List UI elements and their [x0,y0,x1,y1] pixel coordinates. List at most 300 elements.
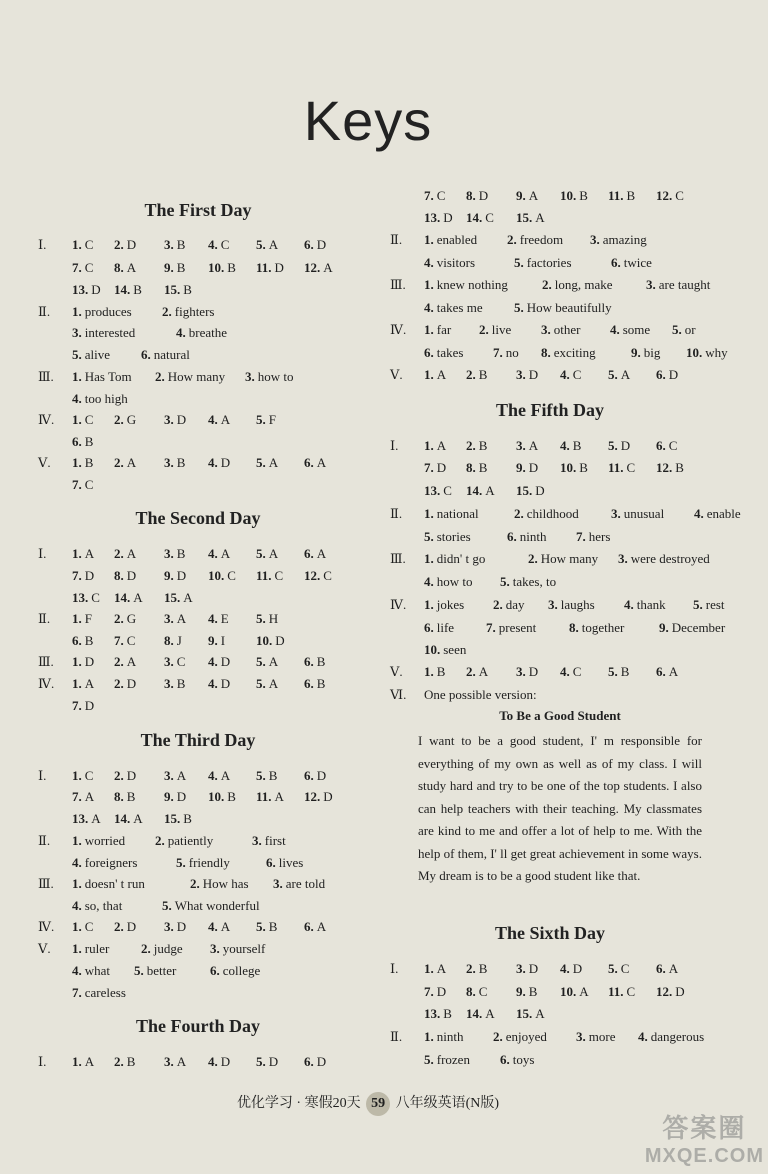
answer-number: 6. [656,664,666,679]
answer-item [608,661,629,683]
answer-number: 2. [114,919,124,934]
answer-item [424,594,464,616]
answer-row [390,684,730,706]
answer-value: big [643,345,661,360]
answer-value: B [126,1054,136,1069]
answer-value: D [176,919,187,934]
answer-value: together [581,620,625,635]
answer-number: 7. [114,633,124,648]
answer-item [424,229,477,251]
answer-item [560,981,589,1003]
answer-number: 14. [114,811,131,826]
answer-item [560,661,581,683]
day-heading: The Second Day [135,508,261,528]
answer-item [164,630,182,652]
answer-row [390,364,730,386]
answer-value: college [222,963,261,978]
answer-number: 14. [466,1006,483,1021]
footer-grade: 八年级英语(N版) [395,1096,500,1111]
answer-value: D [220,1054,231,1069]
answer-number: 1. [72,1054,82,1069]
answer-number: 9. [164,260,174,275]
answer-value: yourself [222,941,266,956]
answer-value: D [316,237,327,252]
answer-number: 15. [516,210,533,225]
answer-number: 3. [541,322,551,337]
answer-number: 8. [466,188,476,203]
answer-value: A [176,611,187,626]
answer-item [72,608,92,630]
answer-value: how to [436,574,473,589]
answer-value: day [505,597,525,612]
answer-value: C [220,237,230,252]
answer-value: A [535,210,545,225]
answer-value: G [126,412,137,427]
answer-value: C [443,483,452,498]
answer-value: D [176,789,187,804]
answer-item [638,1026,704,1048]
answer-value: B [133,282,142,297]
answer-item [72,344,110,366]
answer-value: A [84,1054,95,1069]
answer-value: A [316,455,327,470]
day-heading: The Third Day [140,730,256,750]
answer-row [390,252,730,274]
answer-number: 13. [72,811,89,826]
answer-value: C [626,984,636,999]
answer-item [424,1003,452,1025]
answer-row [38,982,378,1004]
answer-number: 3. [72,325,82,340]
answer-value: seen [443,642,467,657]
answer-row [38,474,378,496]
answer-number: 14. [114,282,131,297]
answer-value: visitors [436,255,476,270]
answer-value: D [126,919,137,934]
answer-item [72,234,93,256]
answer-item [466,480,495,502]
answer-value: B [443,1006,452,1021]
answer-item [210,960,260,982]
answer-number: 2. [114,1054,124,1069]
answer-item [256,630,285,652]
answer-value: A [176,768,187,783]
answer-row [390,594,730,616]
answer-item [72,543,94,565]
answer-item [541,342,596,364]
answer-row [390,981,730,1003]
answer-value: C [572,367,582,382]
answer-value: lives [278,855,304,870]
answer-row [390,342,730,364]
answer-value: B [268,919,278,934]
answer-value: so, that [84,898,123,913]
answer-row [38,279,378,301]
answer-value: D [274,260,284,275]
answer-item [114,808,143,830]
answer-row [390,548,730,570]
answer-item [304,234,326,256]
answer-value: exciting [553,345,596,360]
answer-item [611,503,664,525]
answer-number: 7. [486,620,496,635]
answer-item [304,452,326,474]
section-numeral: Ⅴ. [390,664,403,679]
answer-item [208,234,229,256]
answer-item [256,765,277,787]
answer-number: 6. [507,529,517,544]
answer-value: A [84,546,95,561]
answer-item [208,1051,230,1073]
answer-number: 8. [466,460,476,475]
answer-value: How has [202,876,249,891]
answer-number: 6. [656,367,666,382]
answer-value: B [84,455,94,470]
answer-item [72,388,128,410]
answer-number: 10. [208,789,225,804]
answer-value: alive [84,347,111,362]
answer-number: 10. [560,460,577,475]
answer-value: D [84,698,95,713]
watermark-line2: MXQE.COM [644,1145,764,1167]
answer-item [208,452,230,474]
answer-item [516,958,538,980]
answer-value: other [553,322,581,337]
answer-item [72,695,94,717]
answer-item [114,543,136,565]
section-numeral: Ⅴ. [390,367,403,382]
section-numeral: Ⅳ. [38,676,55,691]
answer-item [208,565,236,587]
answer-value: H [268,611,279,626]
answer-value: D [572,961,583,976]
answer-row [38,960,378,982]
answer-item [424,571,473,593]
answer-item [493,342,519,364]
answer-number: 11. [608,460,624,475]
answer-value: factories [526,255,572,270]
answer-number: 3. [245,369,255,384]
answer-number: 5. [514,255,524,270]
answer-item [256,1051,278,1073]
answer-number: 1. [72,768,82,783]
answer-row [390,958,730,980]
answer-number: 2. [514,506,524,521]
answer-value: life [436,620,455,635]
answer-value: jokes [436,597,465,612]
answer-row [38,695,378,717]
answer-value: far [436,322,452,337]
answer-row [38,895,378,917]
answer-item [114,786,135,808]
answer-number: 1. [424,551,434,566]
answer-number: 4. [208,768,218,783]
answer-item [256,673,278,695]
answer-number: 7. [72,789,82,804]
answer-item [72,982,126,1004]
answer-item [608,185,635,207]
answer-number: 2. [114,654,124,669]
answer-value: A [126,260,137,275]
answer-item [208,409,230,431]
answer-item [176,322,227,344]
answer-value: too high [84,391,128,406]
answer-number: 7. [493,345,503,360]
answer-number: 4. [624,597,634,612]
answer-item [516,185,538,207]
day-heading: The Sixth Day [494,923,606,943]
answer-item [164,234,185,256]
answer-item [424,435,446,457]
answer-number: 2. [162,304,172,319]
answer-item [424,1026,463,1048]
answer-item [208,765,230,787]
answer-value: C [675,188,684,203]
answer-value: C [84,260,94,275]
answer-value: B [572,438,582,453]
answer-number: 15. [516,1006,533,1021]
answer-value: C [84,237,94,252]
answer-row [38,301,378,323]
answer-number: 3. [164,546,174,561]
answer-item [72,673,94,695]
answer-value: B [126,789,136,804]
answer-item [656,185,684,207]
answer-value: A [133,811,143,826]
answer-number: 5. [256,768,266,783]
answer-number: 7. [72,698,82,713]
answer-value: A [126,546,137,561]
answer-item [493,594,525,616]
answer-number: 3. [646,277,656,292]
answer-item [516,364,538,386]
answer-value: careless [84,985,126,1000]
answer-value: B [478,367,488,382]
answer-item [252,830,286,852]
answer-value: D [126,676,137,691]
answer-item [528,548,598,570]
answer-item [516,480,545,502]
answer-number: 4. [208,919,218,934]
answer-row [38,852,378,874]
answer-item [208,257,236,279]
answer-row [38,587,378,609]
answer-number: 1. [424,277,434,292]
answer-number: 11. [256,568,272,583]
answer-item [155,366,225,388]
watermark-line1: 答案圈 [662,1113,747,1143]
answer-value: enabled [436,232,478,247]
answer-row [38,543,378,565]
answer-number: 10. [686,345,703,360]
answer-number: 5. [256,546,266,561]
answer-item [114,608,136,630]
section-numeral: Ⅲ. [38,654,54,669]
answer-row [390,435,730,457]
answer-value: D [443,210,453,225]
answer-value: D [84,568,95,583]
answer-item [424,342,463,364]
answer-value: D [84,654,95,669]
answer-item [493,1026,547,1048]
answer-number: 4. [208,412,218,427]
answer-number: 3. [516,961,526,976]
answer-item [141,344,190,366]
answer-number: 10. [560,188,577,203]
answer-row [38,873,378,895]
answer-number: 13. [72,282,89,297]
answer-number: 15. [516,483,533,498]
answer-number: 5. [256,412,266,427]
answer-number: 13. [72,590,89,605]
answer-value: C [478,984,488,999]
answer-value: breathe [188,325,228,340]
answer-item [210,938,265,960]
answer-value: C [84,919,94,934]
answer-number: 14. [114,590,131,605]
section-numeral: Ⅰ. [38,768,47,783]
answer-value: D [528,664,539,679]
answer-value: D [91,282,101,297]
answer-number: 12. [656,460,673,475]
answer-number: 7. [72,985,82,1000]
answer-item [646,274,710,296]
answer-item [176,852,230,874]
answer-row [390,207,730,229]
answer-number: 7. [424,460,434,475]
answer-row [390,457,730,479]
answer-item [164,257,185,279]
answer-number: 2. [507,232,517,247]
answer-value: some [622,322,651,337]
answer-value: A [133,590,143,605]
answer-value: A [268,237,279,252]
answer-item [72,916,93,938]
answer-value: fighters [174,304,215,319]
answer-value: no [505,345,519,360]
answer-item [208,543,230,565]
answer-item [514,297,612,319]
answer-value: A [323,260,333,275]
answer-number: 1. [72,369,82,384]
essay-title: To Be a Good Student [499,708,621,723]
answer-value: C [84,768,94,783]
answer-item [245,366,294,388]
answer-value: B [268,768,278,783]
answer-row [38,322,378,344]
answer-value: D [316,1054,327,1069]
answer-item [114,916,136,938]
answer-number: 2. [155,369,165,384]
answer-value: natural [153,347,190,362]
answer-item [164,808,192,830]
answer-number: 3. [590,232,600,247]
answer-row [38,765,378,787]
answer-number: 10. [424,642,441,657]
answer-value: ninth [519,529,547,544]
section-numeral: Ⅳ. [38,412,55,427]
answer-number: 1. [72,304,82,319]
answer-item [162,895,260,917]
answer-number: 6. [424,345,434,360]
answer-number: 4. [72,855,82,870]
answer-item [72,960,110,982]
answer-value: A [436,438,447,453]
answer-value: how to [257,369,294,384]
answer-value: A [176,1054,187,1069]
answer-number: 1. [72,237,82,252]
answer-number: 3. [164,768,174,783]
answer-number: 4. [424,300,434,315]
answer-number: 12. [304,260,321,275]
answer-item [72,873,145,895]
answer-row [390,185,730,207]
answer-number: 3. [516,367,526,382]
answer-number: 7. [424,984,434,999]
answer-number: 6. [304,546,314,561]
answer-value: better [146,963,177,978]
answer-item [304,765,326,787]
answer-row [38,630,378,652]
answer-item [610,319,650,341]
answer-number: 9. [516,188,526,203]
answer-value: D [268,1054,279,1069]
answer-value: C [668,438,678,453]
answer-value: A [84,789,95,804]
answer-value: friendly [188,855,230,870]
answer-item [507,229,563,251]
answer-item [560,435,581,457]
answer-number: 1. [424,664,434,679]
answer-value: A [183,590,193,605]
answer-number: 6. [72,434,82,449]
answer-value: D [528,961,539,976]
answer-item [114,257,136,279]
answer-row [38,786,378,808]
answer-item [576,526,610,548]
answer-value: A [528,438,539,453]
section-numeral: Ⅱ. [38,304,51,319]
answer-value: live [491,322,512,337]
answer-item [516,207,545,229]
answer-row [390,1026,730,1048]
answer-value: B [620,664,630,679]
answer-item [114,1051,135,1073]
section-numeral: Ⅱ. [38,611,51,626]
answer-number: 6. [304,654,314,669]
answer-item [72,366,132,388]
answer-number: 14. [466,483,483,498]
answer-number: 1. [72,876,82,891]
answer-number: 13. [424,1006,441,1021]
answer-item [114,234,136,256]
answer-item [164,543,185,565]
answer-row [38,808,378,830]
answer-number: 9. [164,789,174,804]
answer-value: B [675,460,684,475]
answer-number: 2. [542,277,552,292]
answer-value: A [620,367,631,382]
answer-row [38,565,378,587]
answer-number: 2. [466,664,476,679]
answer-item [164,1051,186,1073]
answer-item [686,342,728,364]
answer-number: 6. [611,255,621,270]
answer-value: B [478,961,488,976]
answer-value: C [323,568,332,583]
answer-number: 15. [164,811,181,826]
answer-value: How beautifully [526,300,612,315]
